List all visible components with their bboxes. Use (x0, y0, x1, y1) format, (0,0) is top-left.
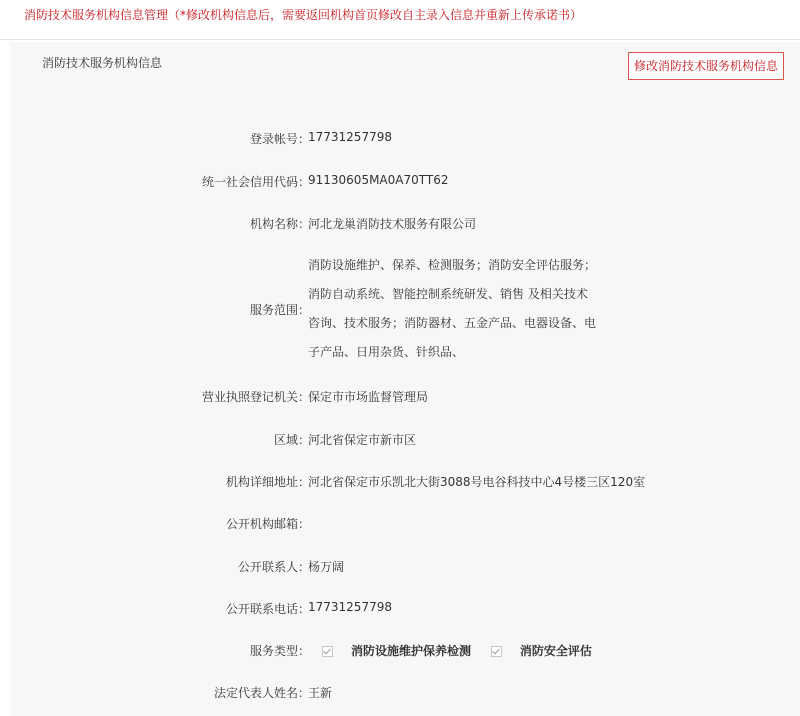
org-name-value: 河北龙巢消防技术服务有限公司 (308, 217, 477, 231)
service-type-label: 服务类型： (249, 644, 310, 658)
account-value: 17731257798 (308, 130, 392, 144)
credit-code-label: 统一社会信用代码： (201, 175, 310, 189)
scope-line: 咨询、技术服务；消防器材、五金产品、电器设备、电 (308, 316, 597, 330)
panel-title: 消防技术服务机构信息 (42, 56, 163, 70)
org-info-panel (10, 42, 800, 716)
account-label: 登录帐号： (249, 132, 310, 146)
scope-line: 消防自动系统、智能控制系统研发、销售 及相关技术 (308, 287, 588, 301)
contact-label: 公开联系人： (237, 560, 310, 574)
registration-authority-label: 营业执照登记机关： (201, 390, 310, 404)
service-type-checkbox-assessment[interactable] (491, 646, 502, 657)
org-name-label: 机构名称： (249, 217, 310, 231)
service-type-checkbox-maintenance[interactable] (322, 646, 333, 657)
email-label: 公开机构邮箱： (225, 517, 310, 531)
edit-org-info-button[interactable]: 修改消防技术服务机构信息 (628, 52, 784, 80)
registration-authority-value: 保定市市场监督管理局 (308, 390, 429, 404)
address-label: 机构详细地址： (225, 475, 310, 489)
region-label: 区域： (273, 433, 310, 447)
credit-code-value: 91130605MA0A70TT62 (308, 173, 449, 187)
scope-label: 服务范围： (249, 303, 310, 317)
legal-rep-label: 法定代表人姓名： (213, 686, 310, 700)
scope-line: 子产品、日用杂货、针织品、 (308, 345, 465, 359)
legal-rep-value: 王新 (308, 686, 333, 700)
region-value: 河北省保定市新市区 (308, 433, 417, 447)
scope-value (308, 251, 596, 367)
address-value: 河北省保定市乐凯北大街3088号电谷科技中心4号楼三区120室 (308, 475, 646, 489)
service-type-option-label: 消防设施维护保养检测 (351, 644, 472, 658)
service-type-option-label: 消防安全评估 (519, 644, 592, 658)
contact-value: 杨万阔 (308, 560, 345, 574)
page-notice: 消防技术服务机构信息管理（*修改机构信息后，需要返回机构首页修改自主录入信息并重新上传承诺书） (0, 0, 800, 40)
phone-value: 17731257798 (308, 600, 392, 614)
service-type-options (322, 642, 608, 659)
phone-label: 公开联系电话： (225, 602, 310, 616)
scope-line: 消防设施维护、保养、检测服务；消防安全评估服务； (308, 258, 597, 272)
